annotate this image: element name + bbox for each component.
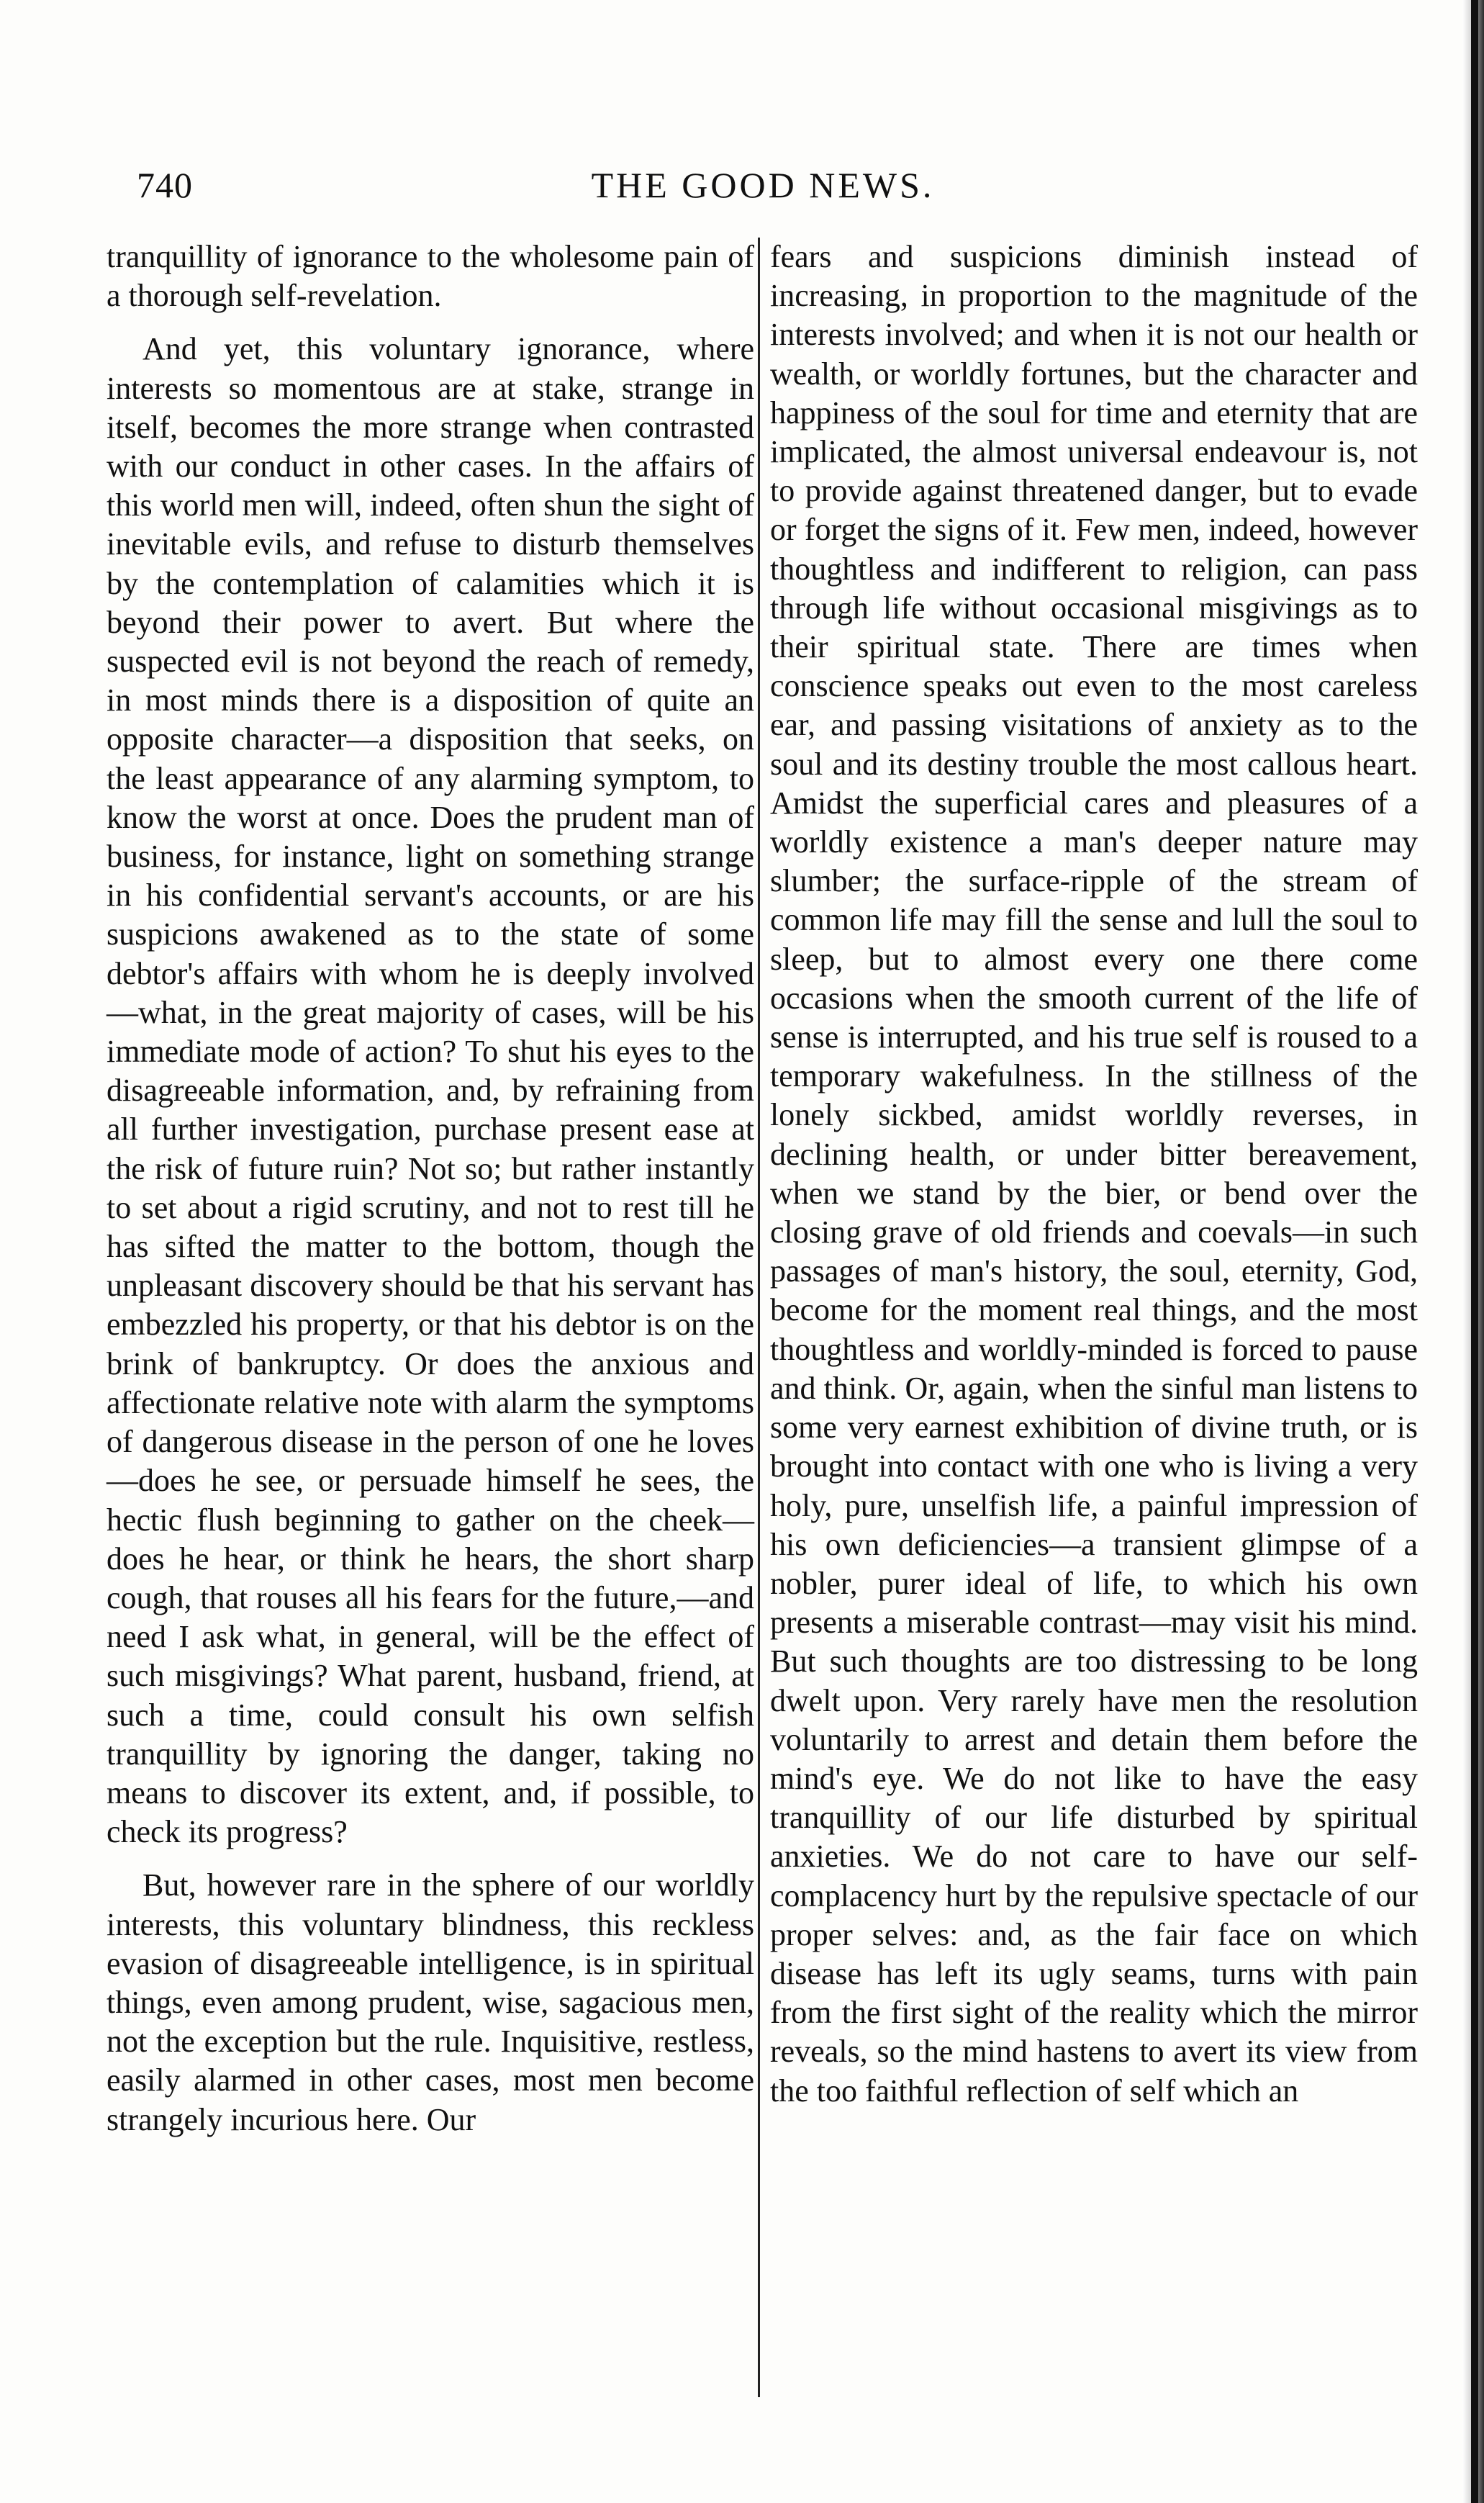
left-column <box>107 238 754 2433</box>
page-edge-binding <box>1471 0 1478 2503</box>
running-head <box>137 164 1389 215</box>
left-paragraph-2: And yet, this voluntary ignorance, where interests so momentous are at stake, strange in itself, becomes the more strange when contrasted with our conduct in other cases. In the affairs of this world men will, indeed, often shun the sight of inevitable evils, and refuse to disturb themselves by the contemplation of calamities which it is beyond their power to avert. But where the suspected evil is not beyond the reach of remedy, in most minds there is a disposition of quite an opposite character—a disposition that seeks, on the least appearance of any alarming symptom, to know the worst at once. Does the prudent man of business, for instance, light on something strange in his confidential servant's accounts, or are his suspicions awakened as to the state of some debtor's affairs with whom he is deeply involved—what, in the great majority of cases, will be his immediate mode of action? To shut his eyes to the disagreeable information, and, by refraining from all further investigation, purchase present ease at the risk of future ruin? Not so; but rather instantly to set about a rigid scrutiny, and not to rest till he has sifted the matter to the bottom, though the unpleasant discovery should be that his servant has embezzled his property, or that his debtor is on the brink of bankruptcy. Or does the anxious and affectionate relative note with alarm the symptoms of dangerous disease in the person of one he loves—does he see, or persuade himself he sees, the hectic flush beginning to gather on the cheek—does he hear, or think he hears, the short sharp cough, that rouses all his fears for the future,—and need I ask what, in general, will be the effect of such misgivings? What parent, husband, friend, at such a time, could consult his own selfish tranquillity by ignoring the danger, taking no means to discover its extent, and, if possible, to check its progress? <box>107 331 754 1850</box>
right-paragraph-1: fears and suspicions diminish instead of increasing, in proportion to the magnitude of the interests involved; and when it is not our health or wealth, or worldly fortunes, but the character and happiness of the soul for time and eternity that are implicated, the almost universal endeavour is, not to provide against threatened danger, but to evade or forget the signs of it. Few men, indeed, however thoughtless and indifferent to religion, can pass through life without occasional misgivings as to their spiritual state. There are times when conscience speaks out even to the most careless ear, and passing visitations of anxiety as to the soul and its destiny trouble the most callous heart. Amidst the superficial cares and pleasures of a worldly existence a man's deeper nature may slumber; the surface-ripple of the stream of common life may fill the sense and lull the soul to sleep, but to almost every one there come occasions when the smooth current of the life of sense is interrupted, and his true self is roused to a temporary wakefulness. In the stillness of the lonely sickbed, amidst worldly reverses, in declining health, or under bitter bereavement, when we stand by the bier, or bend over the closing grave of old friends and coevals—in such passages of man's history, the soul, eternity, God, become for the moment real things, and the most thoughtless and worldly-minded is forced to pause and think. Or, again, when the sinful man listens to some very earnest exhibition of divine truth, or is brought into contact with one who is living a very holy, pure, unselfish life, a painful impression of his own deficiencies—a transient glimpse of a nobler, purer ideal of life, to which his own presents a miserable contrast—may visit his mind. But such thoughts are too distressing to be long dwelt upon. Very rarely have men the resolution voluntarily to arrest and detain them before the mind's eye. We do not like to have the easy tranquillity of our life disturbed by spiritual anxieties. We do not care to have our self-complacency hurt by the repulsive spectacle of our proper selves: and, as the fair face on which disease has left its ugly seams, turns with pain from the first sight of the reality which the mirror reveals, so the mind hastens to avert its view from the too faithful reflection of self which an <box>770 239 1418 2109</box>
right-column <box>770 238 1418 2433</box>
page-number: 740 <box>137 165 193 205</box>
left-paragraph-3: But, however rare in the sphere of our worldly interests, this voluntary blindness, this reckless evasion of disagreeable intelligence, is in spiritual things, even among prudent, wise, sagacious men, not the exception but the rule. Inquisitive, restless, easily alarmed in other cases, most men become strangely incurious here. Our <box>107 1867 754 2137</box>
left-paragraph-1: tranquillity of ignorance to the wholesome pain of a thorough self-revelation. <box>107 239 754 314</box>
journal-title: THE GOOD NEWS. <box>591 165 935 205</box>
column-divider <box>758 238 760 2397</box>
